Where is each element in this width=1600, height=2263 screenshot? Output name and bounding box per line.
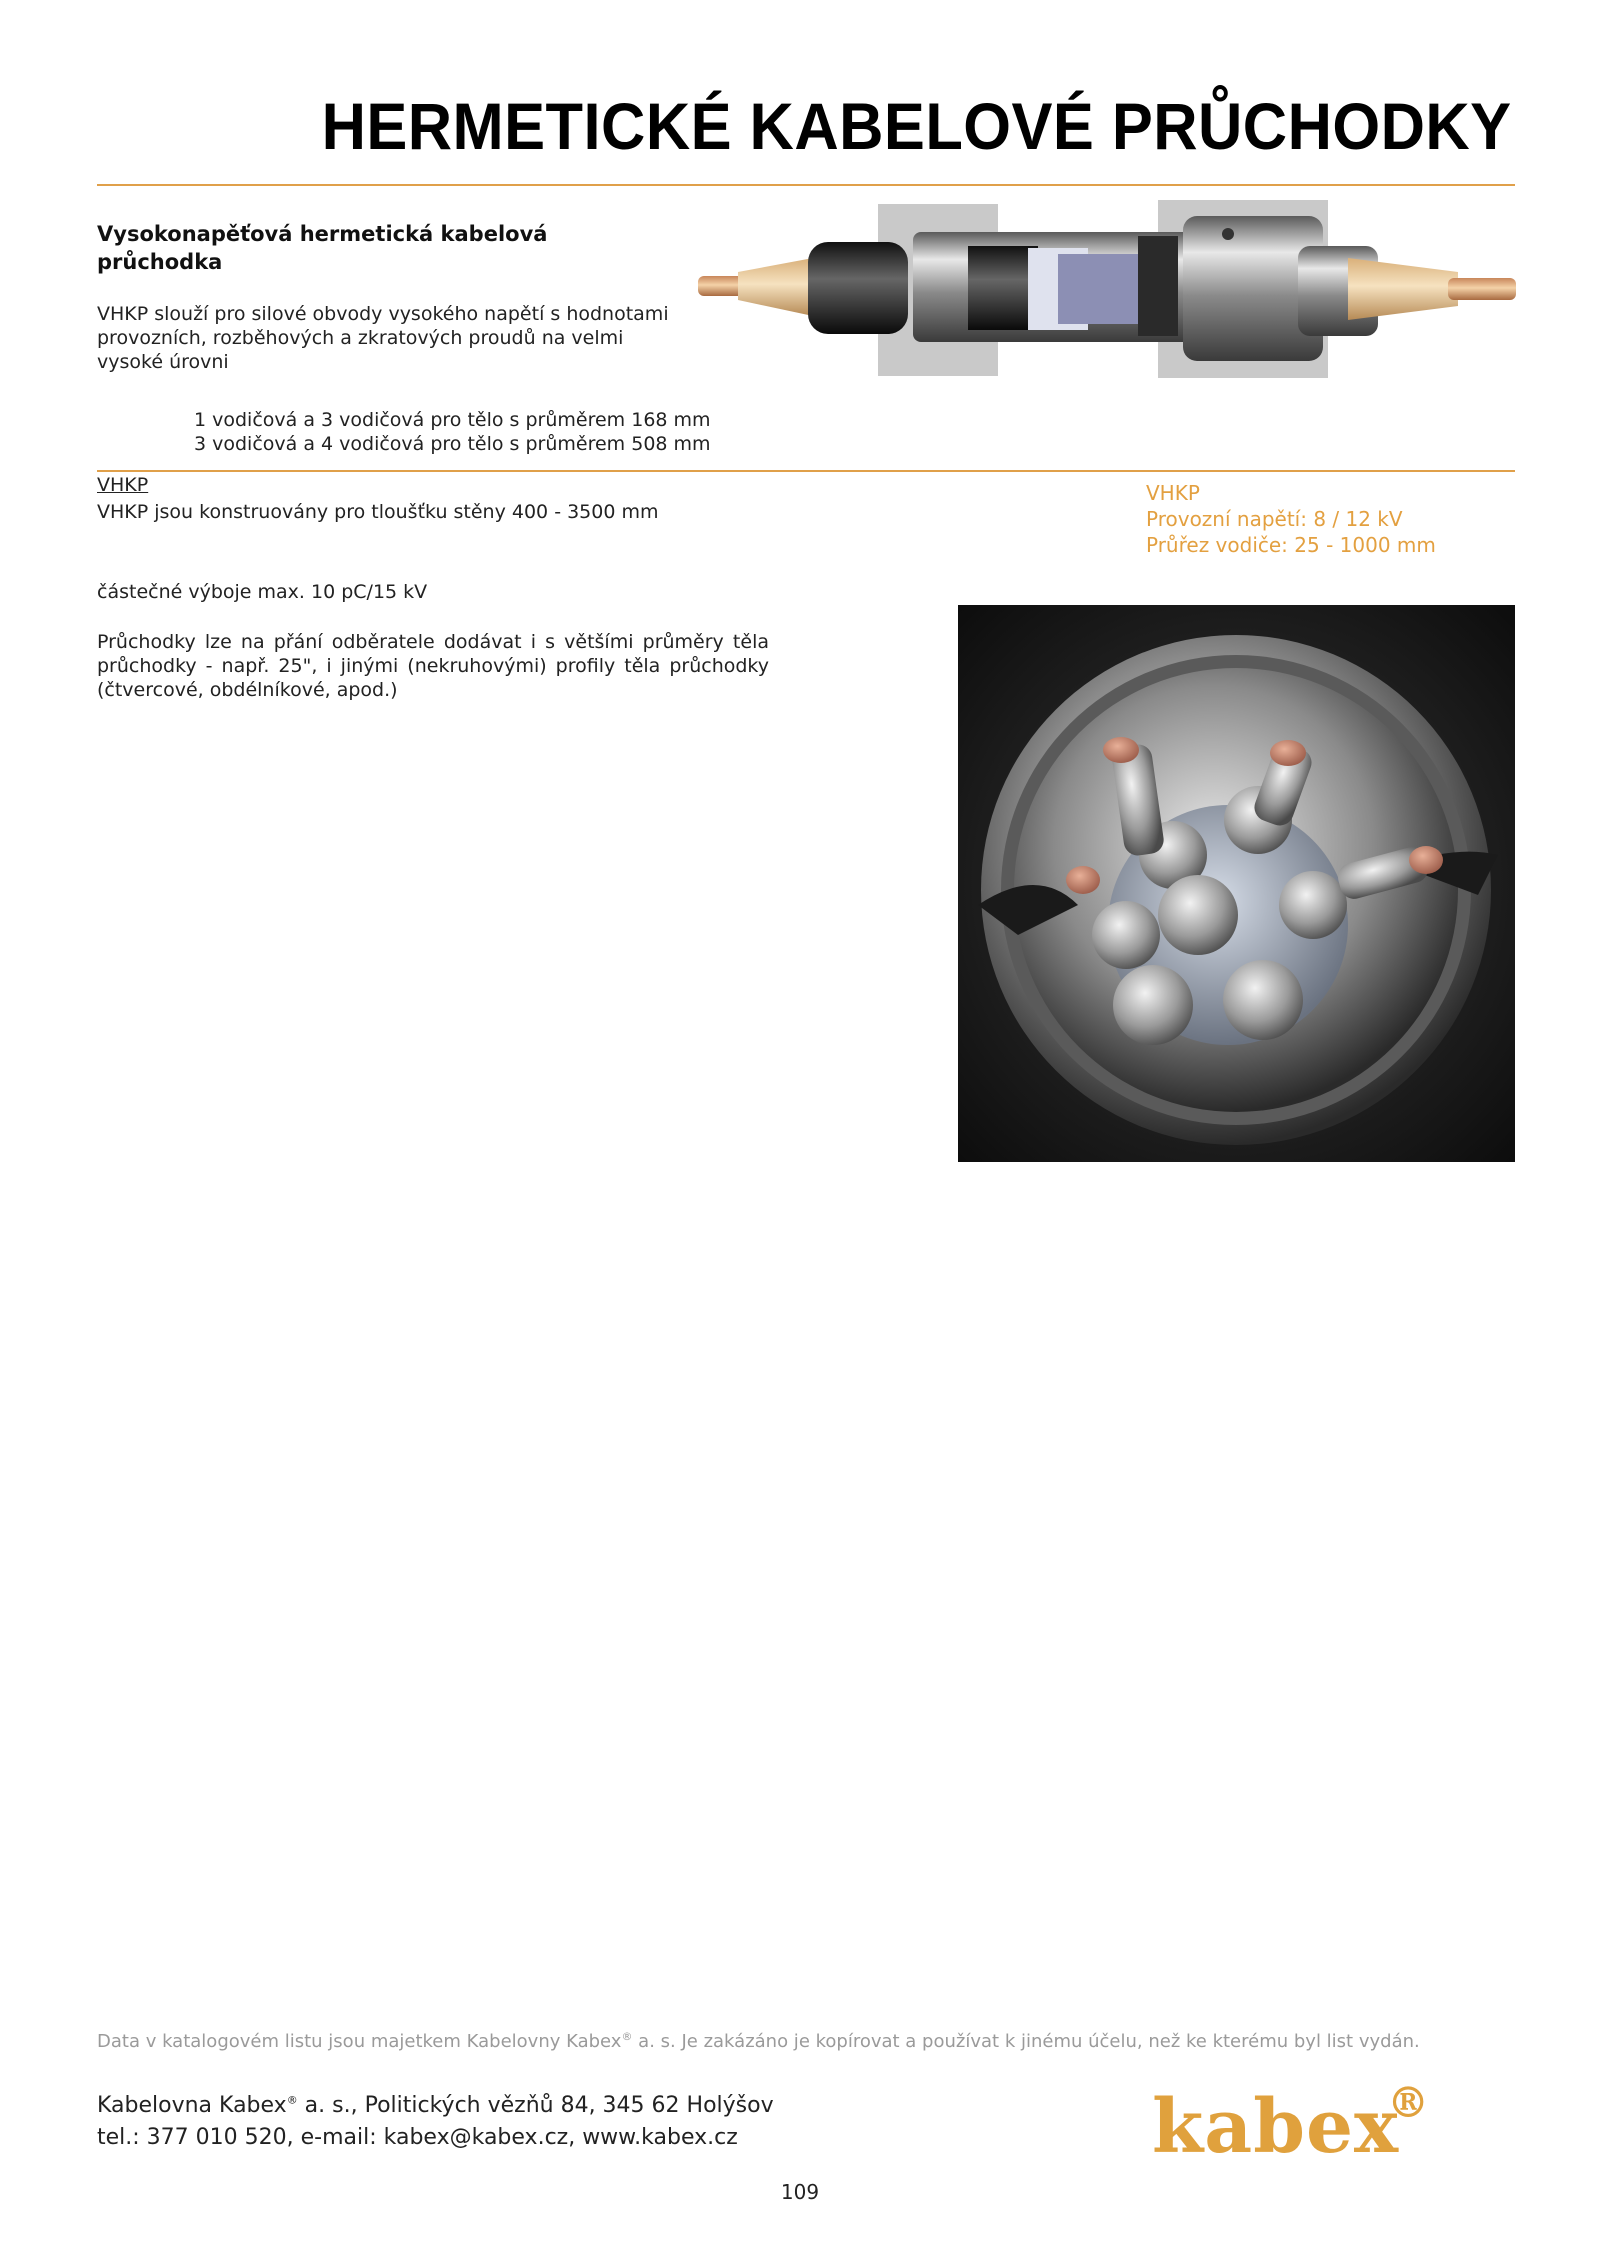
- registered-mark: ®: [286, 2093, 298, 2107]
- company-address-line: [97, 2092, 774, 2120]
- spec-name: VHKP: [1146, 481, 1200, 505]
- page-number: 109: [780, 2180, 820, 2204]
- section-divider: [97, 470, 1515, 472]
- company-contact-line: tel.: 377 010 520, e-mail: kabex@kabex.cz, www.kabex.cz: [97, 2125, 738, 2150]
- variant-line-2: 3 vodičová a 4 vodičová pro tělo s průměrem 508 mm: [194, 433, 711, 455]
- disclaimer-part-2: a. s. Je zakázáno je kopírovat a používat k jinému účelu, než ke kterému byl list vydán.: [632, 2031, 1420, 2052]
- company-address: a. s., Politických vězňů 84, 345 62 Holýšov: [297, 2093, 774, 2118]
- spec-voltage: Provozní napětí: 8 / 12 kV: [1146, 507, 1403, 531]
- variant-line-1: 1 vodičová a 3 vodičová pro tělo s průměrem 168 mm: [194, 409, 711, 431]
- bushing-end-view-photo: [958, 605, 1515, 1162]
- disclaimer-text: [97, 2030, 1517, 2054]
- logo-wordmark: kabex: [1152, 2084, 1400, 2170]
- bushing-cutaway-image: [698, 196, 1516, 386]
- product-subtitle: Vysokonapěťová hermetická kabelová průchodka: [97, 222, 548, 274]
- header-divider: [97, 184, 1515, 186]
- company-name: Kabelovna Kabex: [97, 2093, 287, 2118]
- wall-thickness-text: VHKP jsou konstruovány pro tloušťku stěny 400 - 3500 mm: [97, 501, 659, 523]
- logo-registered-mark: ®: [1387, 2078, 1430, 2127]
- product-intro: VHKP slouží pro silové obvody vysokého napětí s hodnotami provozních, rozběhových a zkratových proudů na velmi vysoké úrovni: [97, 303, 669, 373]
- partial-discharge-text: částečné výboje max. 10 pC/15 kV: [97, 581, 428, 603]
- registered-mark: ®: [621, 2030, 633, 2043]
- disclaimer-part-1: Data v katalogovém listu jsou majetkem Kabelovny Kabex: [97, 2031, 622, 2052]
- vhkp-label: VHKP: [97, 474, 149, 496]
- custom-sizes-note: Průchodky lze na přání odběratele dodávat i s většími průměry těla průchodky - např. 25", i jinými (nekruhovými) profily těla průchodky (čtvercové, obdélníkové, apod.): [97, 631, 769, 701]
- kabex-logo: [1152, 2078, 1430, 2170]
- spec-cross-section: Průřez vodiče: 25 - 1000 mm: [1146, 533, 1436, 557]
- page-title: HERMETICKÉ KABELOVÉ PRŮCHODKY: [321, 89, 1512, 163]
